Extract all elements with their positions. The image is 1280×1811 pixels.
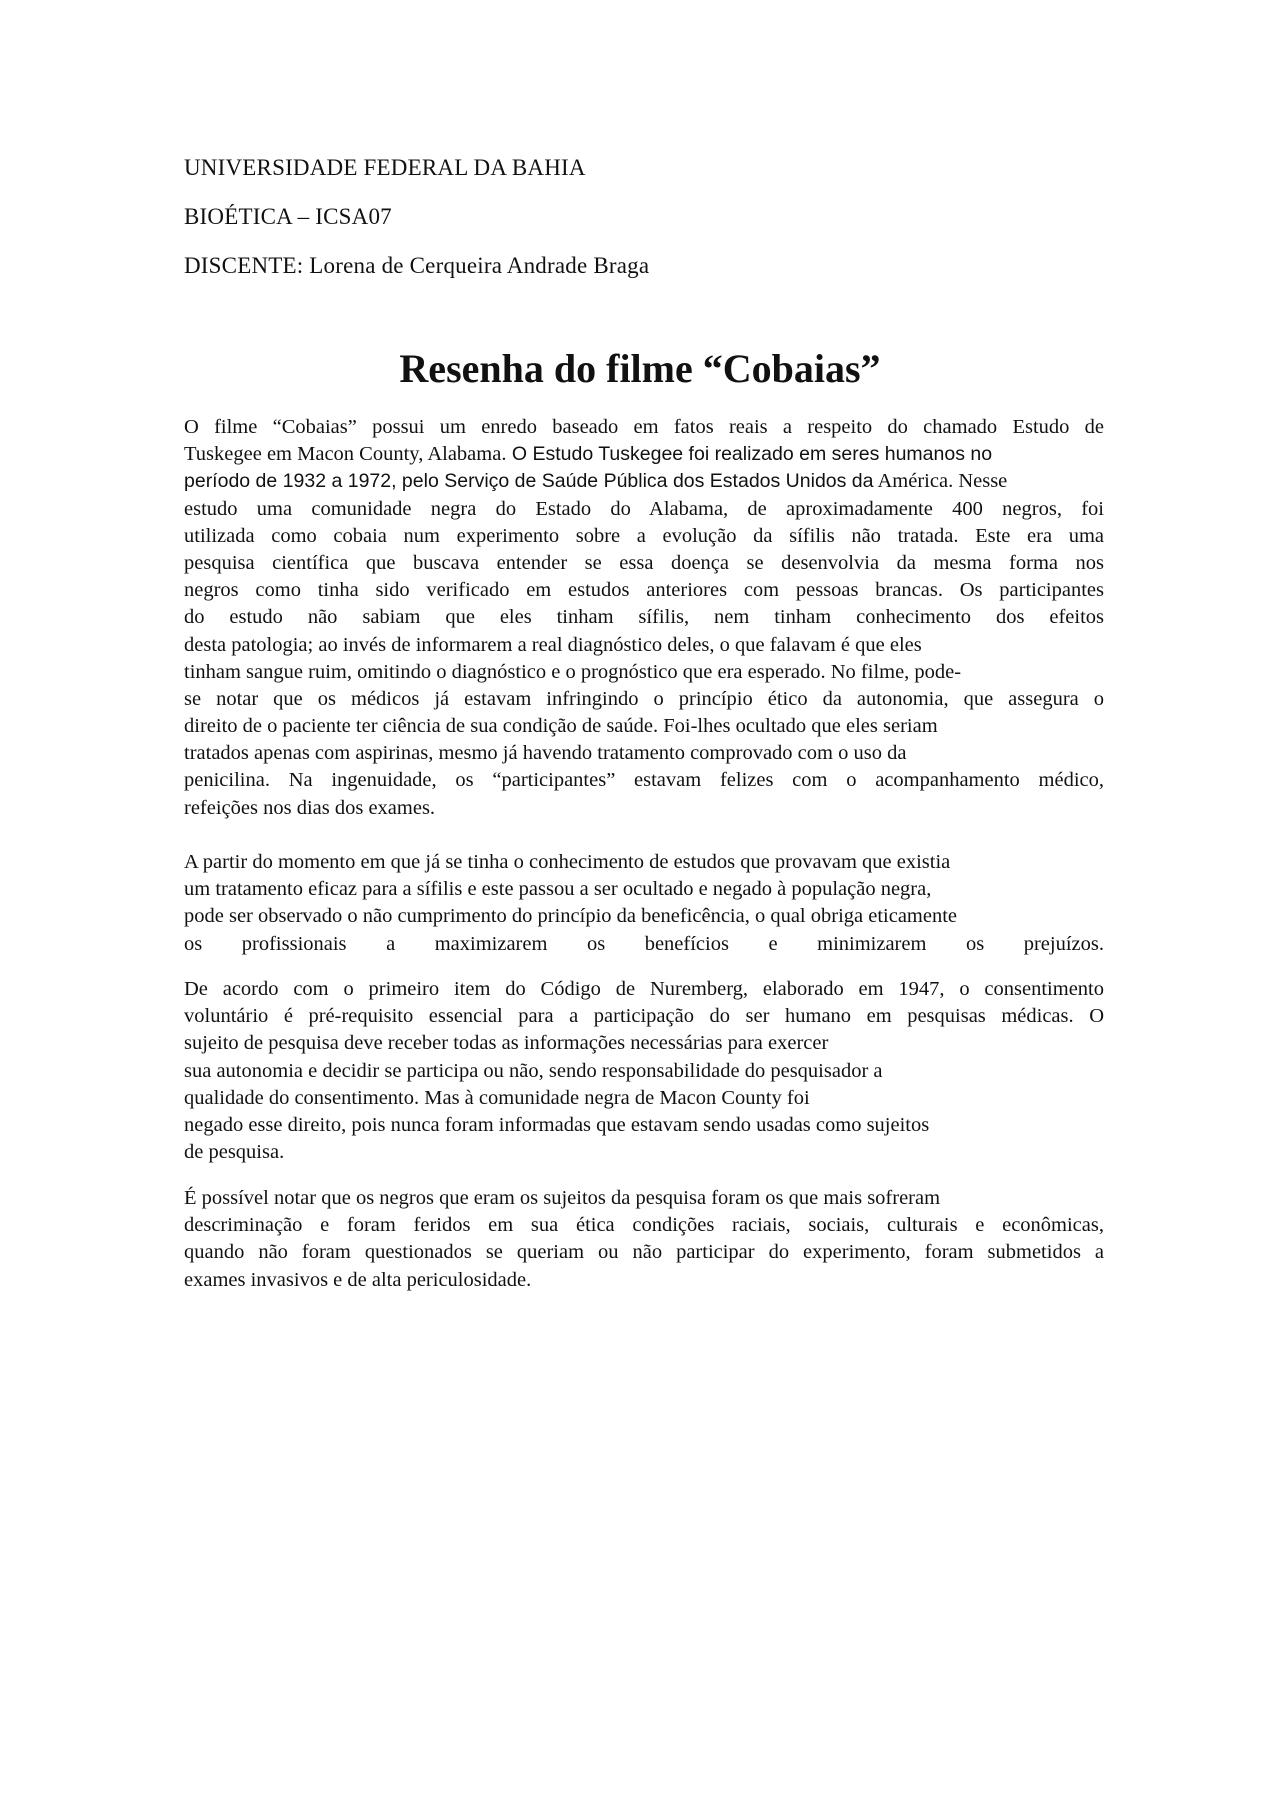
paragraph-1: [184, 414, 1104, 822]
paragraph-2: [184, 849, 1104, 958]
text-line: [184, 441, 1104, 468]
text-line: negado esse direito, pois nunca foram informadas que estavam sendo usadas como sujeitos: [184, 1113, 930, 1136]
text-line: do estudo não sabiam que eles tinham sífilis, nem tinham conhecimento dos efeitos: [184, 606, 1104, 629]
text-line: tinham sangue ruim, omitindo o diagnóstico e o prognóstico que era esperado. No filme, pode-: [184, 660, 962, 683]
text-segment: Tuskegee em Macon County, Alabama.: [184, 443, 507, 466]
text-line: sua autonomia e decidir se participa ou não, sendo responsabilidade do pesquisador a: [184, 1059, 883, 1082]
text-line: de pesquisa.: [184, 1141, 285, 1164]
text-line: pesquisa científica que buscava entender se essa doença se desenvolvia da mesma forma nos: [184, 551, 1104, 574]
text-segment: O Estudo Tuskegee foi realizado em seres humanos no: [506, 443, 993, 466]
text-line: qualidade do consentimento. Mas à comunidade negra de Macon County foi: [184, 1086, 810, 1109]
text-line: penicilina. Na ingenuidade, os “participantes” estavam felizes com o acompanhamento médico,: [184, 769, 1104, 792]
text-line: refeições nos dias dos exames.: [184, 796, 436, 819]
course-name: BIOÉTICA – ICSA07: [184, 204, 392, 229]
text-line: De acordo com o primeiro item do Código de Nuremberg, elaborado em 1947, o consentimento: [184, 978, 1104, 1000]
text-line: O filme “Cobaias” possui um enredo baseado em fatos reais a respeito do chamado Estudo de: [184, 416, 1104, 438]
text-line: quando não foram questionados se queriam ou não participar do experimento, foram submetidos a: [184, 1241, 1104, 1264]
text-line: utilizada como cobaia num experimento sobre a evolução da sífilis não tratada. Este era uma: [184, 524, 1104, 547]
text-segment: período de 1932 a 1972, pelo Serviço de Saúde Pública dos Estados Unidos da: [184, 470, 874, 493]
student-name: DISCENTE: Lorena de Cerqueira Andrade Braga: [184, 253, 650, 278]
text-line: se notar que os médicos já estavam infringindo o princípio ético da autonomia, que assegura o: [184, 687, 1104, 710]
text-line: [184, 468, 1104, 495]
text-line: desta patologia; ao invés de informarem a real diagnóstico deles, o que falavam é que eles: [184, 633, 922, 656]
paragraph-3: [184, 976, 1104, 1166]
paragraph-4: [184, 1185, 1104, 1294]
text-line: um tratamento eficaz para a sífilis e este passou a ser ocultado e negado à população negra,: [184, 878, 932, 901]
text-line: descriminação e foram feridos em sua ética condições raciais, sociais, culturais e econômicas,: [184, 1214, 1104, 1237]
text-line: os profissionais a maximizarem os benefícios e minimizarem os prejuízos.: [184, 932, 1104, 955]
text-line: A partir do momento em que já se tinha o conhecimento de estudos que provavam que existia: [184, 851, 951, 873]
text-line: voluntário é pré-requisito essencial para a participação do ser humano em pesquisas médicas. O: [184, 1005, 1104, 1028]
document-title: Resenha do filme “Cobaias”: [399, 346, 881, 391]
text-line: estudo uma comunidade negra do Estado do Alabama, de aproximadamente 400 negros, foi: [184, 497, 1104, 520]
text-line: exames invasivos e de alta periculosidade.: [184, 1268, 532, 1291]
text-line: pode ser observado o não cumprimento do princípio da beneficência, o qual obriga eticamente: [184, 905, 958, 928]
text-line: direito de o paciente ter ciência de sua condição de saúde. Foi-lhes ocultado que eles seriam: [184, 715, 938, 738]
text-line: tratados apenas com aspirinas, mesmo já havendo tratamento comprovado com o uso da: [184, 742, 907, 765]
text-line: sujeito de pesquisa deve receber todas as informações necessárias para exercer: [184, 1032, 829, 1055]
text-segment: América. Nesse: [873, 470, 1008, 493]
institution-name: UNIVERSIDADE FEDERAL DA BAHIA: [184, 155, 586, 180]
text-line: É possível notar que os negros que eram os sujeitos da pesquisa foram os que mais sofreram: [184, 1187, 941, 1209]
text-line: negros como tinha sido verificado em estudos anteriores com pessoas brancas. Os participantes: [184, 579, 1104, 602]
